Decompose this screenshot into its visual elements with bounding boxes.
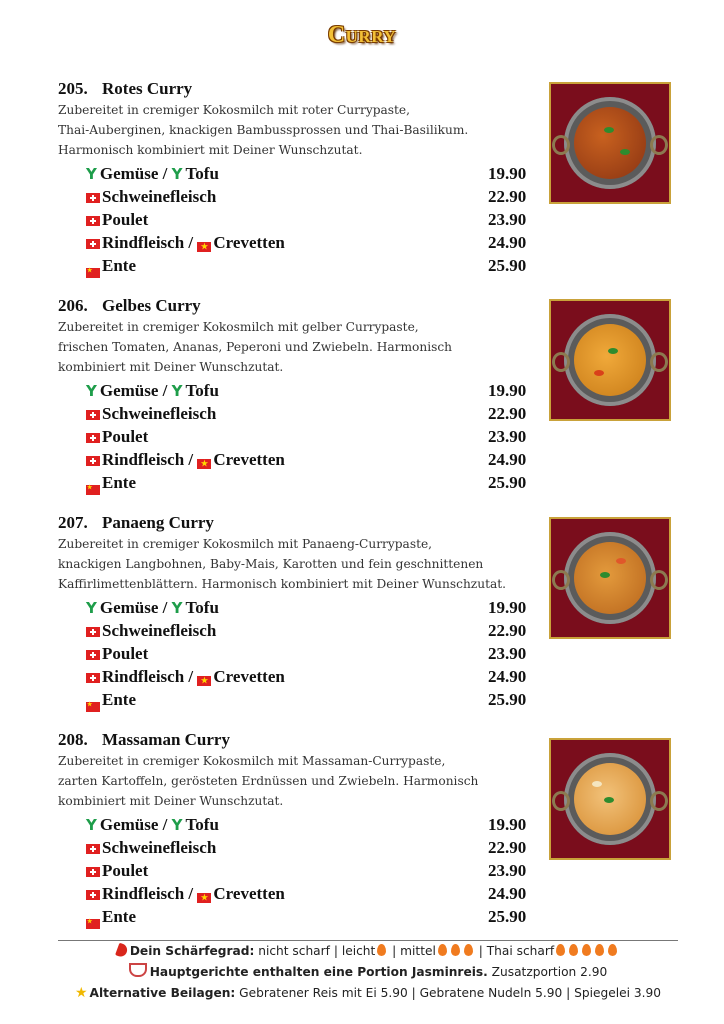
dish-description	[58, 534, 538, 594]
fire-icon	[608, 944, 617, 956]
rice-bowl-icon	[129, 963, 147, 977]
footer-notes	[58, 940, 678, 1004]
dish-number: 207.	[58, 513, 88, 532]
vegetarian-leaf-icon: Y	[171, 599, 183, 617]
option-label: Tofu	[185, 164, 219, 183]
vegetarian-leaf-icon: Y	[171, 816, 183, 834]
dish-number: 205.	[58, 79, 88, 98]
swiss-flag-icon	[86, 433, 100, 443]
dish-description-line: Zubereitet in cremiger Kokosmilch mit Massaman-Currypaste,	[58, 754, 446, 768]
option-label: Rindfleisch /	[102, 450, 194, 469]
option-label: Gemüse /	[99, 164, 172, 183]
swiss-flag-icon	[86, 410, 100, 420]
dish-name: Panaeng Curry	[102, 513, 214, 532]
swiss-flag-icon	[86, 844, 100, 854]
spice-hot: Thai scharf	[486, 944, 555, 958]
dish-description-line: Kaffirlimettenblättern. Harmonisch kombiniert mit Deiner Wunschzutat.	[58, 577, 507, 591]
dish-description-line: zarten Kartoffeln, gerösteten Erdnüssen und Zwiebeln. Harmonisch	[58, 774, 479, 788]
option-price: 22.90	[488, 187, 527, 206]
option-price: 22.90	[488, 838, 527, 857]
option-price: 23.90	[488, 644, 527, 663]
option-label: Poulet	[102, 427, 149, 446]
vegetarian-leaf-icon: Y	[86, 816, 97, 834]
swiss-flag-icon	[86, 650, 100, 660]
option-label: Ente	[102, 690, 136, 709]
option-label: Gemüse /	[99, 381, 172, 400]
option-price: 23.90	[488, 210, 527, 229]
option-chicken	[58, 859, 698, 882]
rice-note-line	[58, 962, 678, 983]
swiss-flag-icon	[86, 867, 100, 877]
curry-bowl-image	[564, 753, 656, 845]
spice-none: nicht scharf	[258, 944, 330, 958]
option-label: Rindfleisch /	[102, 233, 194, 252]
vegetarian-leaf-icon: Y	[86, 382, 97, 400]
option-label: Tofu	[185, 381, 219, 400]
swiss-flag-icon	[86, 627, 100, 637]
option-price: 19.90	[488, 815, 527, 834]
china-flag-icon: ★	[86, 485, 100, 495]
side-dishes-line	[58, 983, 678, 1004]
option-chicken	[58, 425, 698, 448]
separator: |	[392, 944, 397, 958]
vegetarian-leaf-icon: Y	[171, 165, 183, 183]
fire-icon	[595, 944, 604, 956]
option-price: 19.90	[488, 598, 527, 617]
china-flag-icon: ★	[86, 702, 100, 712]
option-price: 24.90	[488, 450, 527, 469]
option-label: Ente	[102, 907, 136, 926]
china-flag-icon: ★	[86, 919, 100, 929]
swiss-flag-icon	[86, 456, 100, 466]
vegetarian-leaf-icon: Y	[86, 165, 97, 183]
separator: |	[333, 944, 338, 958]
dish-number: 206.	[58, 296, 88, 315]
option-label: Rindfleisch /	[102, 884, 194, 903]
option-beef-shrimp	[58, 448, 698, 471]
dish-photo	[549, 82, 671, 204]
dish-number: 208.	[58, 730, 88, 749]
option-price: 19.90	[488, 381, 527, 400]
option-beef-shrimp	[58, 882, 698, 905]
dish-photo	[549, 738, 671, 860]
curry-bowl-image	[564, 97, 656, 189]
page-title: Curry	[327, 22, 397, 48]
option-duck	[58, 471, 698, 494]
separator: |	[478, 944, 483, 958]
option-label: Poulet	[102, 861, 149, 880]
vietnam-flag-icon: ★	[197, 242, 211, 252]
dish-photo	[549, 517, 671, 639]
swiss-flag-icon	[86, 890, 100, 900]
option-label: Schweinefleisch	[102, 621, 217, 640]
dish-description-line: Thai-Auberginen, knackigen Bambussprossen und Thai-Basilikum.	[58, 123, 469, 137]
fire-icon	[582, 944, 591, 956]
option-price: 23.90	[488, 427, 527, 446]
dish-name: Massaman Curry	[102, 730, 230, 749]
dish-description	[58, 317, 538, 377]
china-flag-icon: ★	[86, 268, 100, 278]
swiss-flag-icon	[86, 239, 100, 249]
rice-note: Hauptgerichte enthalten eine Portion Jasminreis.	[149, 965, 488, 979]
option-price: 24.90	[488, 233, 527, 252]
fire-icon	[451, 944, 460, 956]
option-label: Rindfleisch /	[102, 667, 194, 686]
page-header	[0, 22, 724, 49]
option-label: Gemüse /	[99, 598, 172, 617]
dish-description-line: frischen Tomaten, Ananas, Peperoni und Zwiebeln. Harmonisch	[58, 340, 453, 354]
dish-description-line: Zubereitet in cremiger Kokosmilch mit gelber Currypaste,	[58, 320, 419, 334]
fire-icon	[464, 944, 473, 956]
option-label: Crevetten	[213, 884, 285, 903]
option-duck	[58, 688, 698, 711]
sides-text: Gebratener Reis mit Ei 5.90 | Gebratene Nudeln 5.90 | Spiegelei 3.90	[239, 986, 662, 1000]
vegetarian-leaf-icon: Y	[171, 382, 183, 400]
option-price: 25.90	[488, 907, 527, 926]
spice-medium: mittel	[400, 944, 436, 958]
dish-name: Rotes Curry	[102, 79, 193, 98]
sides-label: Alternative Beilagen:	[89, 986, 236, 1000]
chili-icon	[115, 943, 129, 959]
swiss-flag-icon	[86, 193, 100, 203]
dish-description	[58, 100, 538, 160]
fire-icon	[556, 944, 565, 956]
curry-bowl-image	[564, 314, 656, 406]
option-label: Schweinefleisch	[102, 404, 217, 423]
spice-label: Dein Schärfegrad:	[129, 944, 255, 958]
dish-description-line: Harmonisch kombiniert mit Deiner Wunschzutat.	[58, 143, 363, 157]
option-label: Poulet	[102, 644, 149, 663]
vegetarian-leaf-icon: Y	[86, 599, 97, 617]
option-price: 25.90	[488, 690, 527, 709]
option-chicken	[58, 208, 698, 231]
option-price: 24.90	[488, 884, 527, 903]
option-price: 23.90	[488, 861, 527, 880]
option-label: Schweinefleisch	[102, 838, 217, 857]
dish-description-line: Zubereitet in cremiger Kokosmilch mit Panaeng-Currypaste,	[58, 537, 433, 551]
rice-extra: Zusatzportion 2.90	[491, 965, 608, 979]
option-label: Tofu	[185, 598, 219, 617]
option-label: Tofu	[185, 815, 219, 834]
option-label: Ente	[102, 473, 136, 492]
vietnam-flag-icon: ★	[197, 676, 211, 686]
spice-level-line	[58, 941, 678, 962]
option-beef-shrimp	[58, 665, 698, 688]
dish-description-line: kombiniert mit Deiner Wunschzutat.	[58, 360, 284, 374]
swiss-flag-icon	[86, 216, 100, 226]
option-label: Crevetten	[213, 450, 285, 469]
option-price: 24.90	[488, 667, 527, 686]
option-label: Gemüse /	[99, 815, 172, 834]
option-price: 22.90	[488, 404, 527, 423]
option-price: 22.90	[488, 621, 527, 640]
option-chicken	[58, 642, 698, 665]
curry-bowl-image	[564, 532, 656, 624]
dish-name: Gelbes Curry	[102, 296, 201, 315]
option-label: Crevetten	[213, 667, 285, 686]
option-price: 19.90	[488, 164, 527, 183]
fire-icon	[377, 944, 386, 956]
vietnam-flag-icon: ★	[197, 459, 211, 469]
option-duck	[58, 905, 698, 928]
swiss-flag-icon	[86, 673, 100, 683]
option-price: 25.90	[488, 473, 527, 492]
option-label: Crevetten	[213, 233, 285, 252]
option-label: Ente	[102, 256, 136, 275]
spice-mild: leicht	[341, 944, 376, 958]
option-label: Poulet	[102, 210, 149, 229]
dish-description	[58, 751, 538, 811]
option-label: Schweinefleisch	[102, 187, 217, 206]
option-duck	[58, 254, 698, 277]
fire-icon	[438, 944, 447, 956]
dish-photo	[549, 299, 671, 421]
option-beef-shrimp	[58, 231, 698, 254]
dish-description-line: Zubereitet in cremiger Kokosmilch mit roter Currypaste,	[58, 103, 411, 117]
option-price: 25.90	[488, 256, 527, 275]
dish-description-line: kombiniert mit Deiner Wunschzutat.	[58, 794, 284, 808]
fire-icon	[569, 944, 578, 956]
dish-description-line: knackigen Langbohnen, Baby-Mais, Karotten und fein geschnittenen	[58, 557, 484, 571]
star-icon: ★	[74, 985, 88, 1001]
vietnam-flag-icon: ★	[197, 893, 211, 903]
